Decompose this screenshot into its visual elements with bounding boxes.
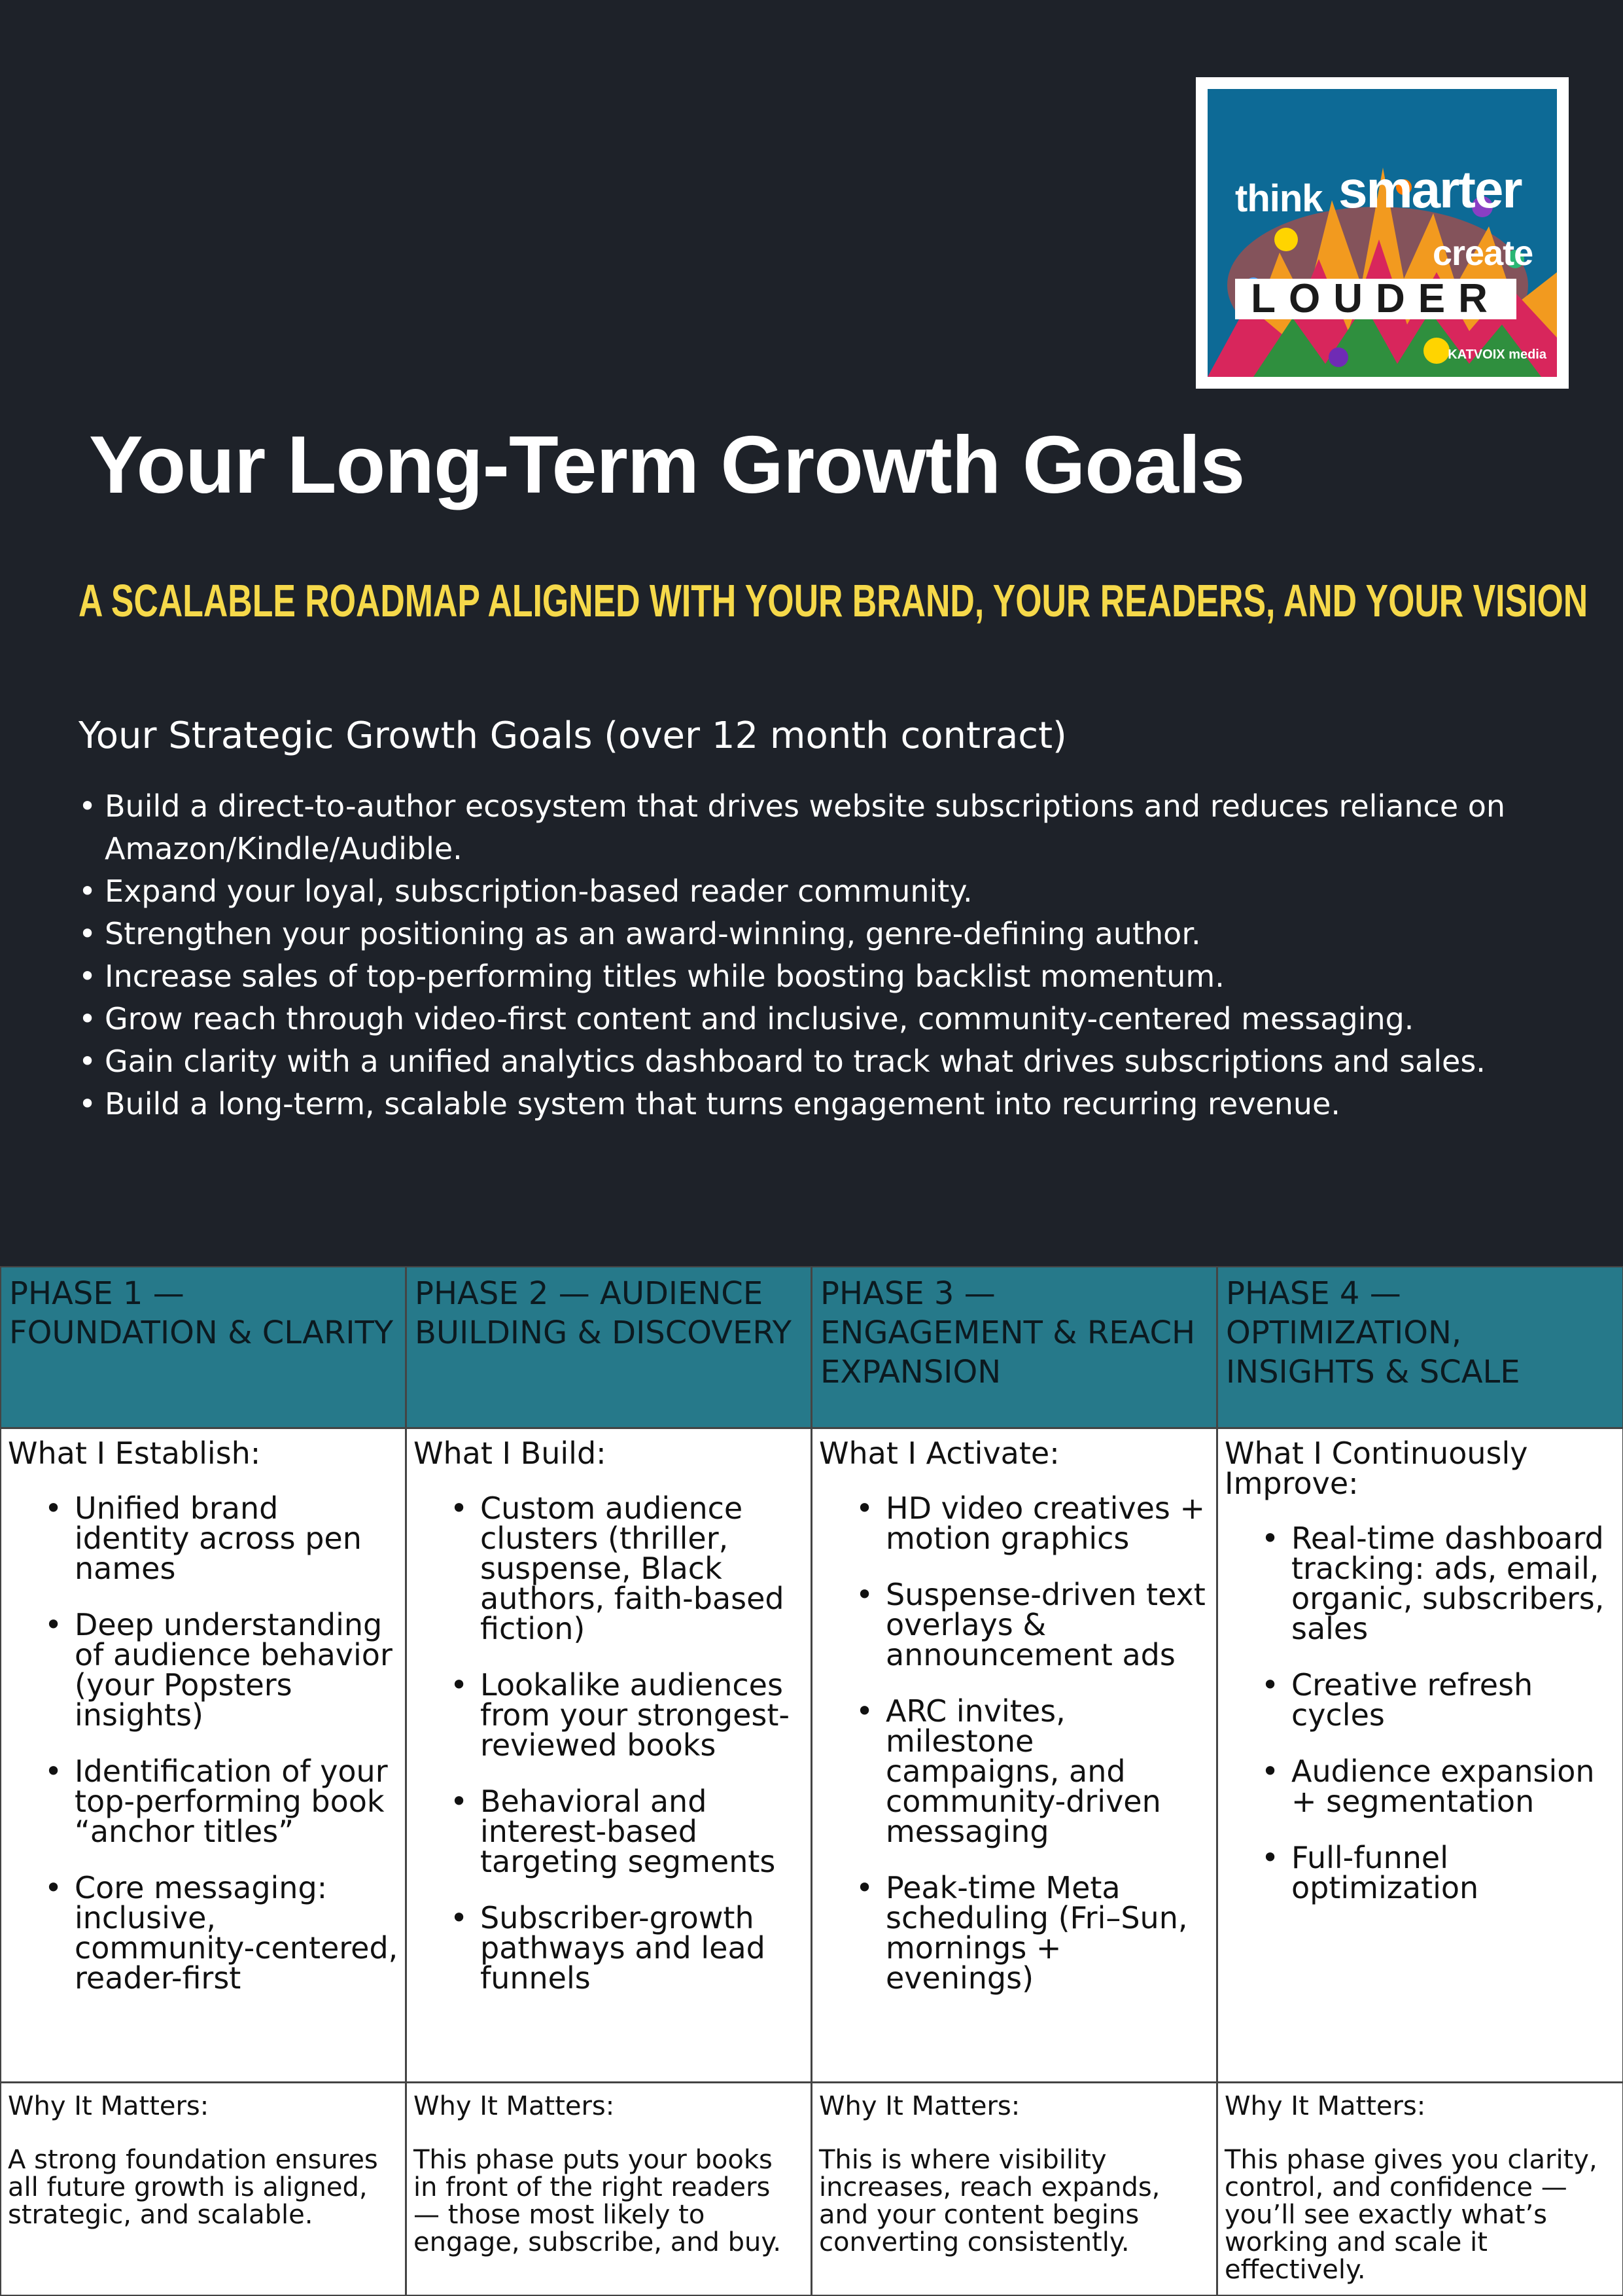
logo-artwork [1208, 89, 1557, 377]
logo-text-think: think [1235, 177, 1323, 220]
list-item: • Unified brand identity across pen names [34, 1493, 398, 1583]
list-item: • Suspense-driven text overlays & announcement ads [845, 1580, 1210, 1670]
list-item: • Real-time dashboard tracking: ads, email, organic, subscribers, sales [1251, 1523, 1616, 1644]
phase-3-items [819, 1491, 1210, 1996]
goals-list [79, 785, 1583, 1125]
page-title: Your Long-Term Growth Goals [89, 420, 1245, 510]
list-item: • Behavioral and interest-based targeting segments [440, 1786, 804, 1877]
list-item: • Subscriber-growth pathways and lead funnels [440, 1903, 804, 1993]
list-item: • Audience expansion + segmentation [1251, 1756, 1616, 1816]
list-item: • ARC invites, milestone campaigns, and community-driven messaging [845, 1696, 1210, 1846]
goal-item: • Build a direct-to-author ecosystem that drives website subscriptions and reduces reliance on Amazon/Kindle/Audible. [79, 785, 1583, 870]
list-item: • Deep understanding of audience behavior (your Popsters insights) [34, 1610, 398, 1730]
goal-item: • Expand your loyal, subscription-based reader community. [79, 870, 1583, 913]
phase-1-body [0, 1428, 406, 2083]
list-item: • Peak-time Meta scheduling (Fri–Sun, mornings + evenings) [845, 1873, 1210, 1993]
why-label: Why It Matters: [8, 2091, 209, 2121]
logo-text-create: create [1433, 234, 1533, 273]
phase-4-label: What I Continuously Improve: [1225, 1436, 1528, 1501]
phase-1-label: What I Establish: [8, 1436, 261, 1471]
phase-4-body [1217, 1428, 1623, 2083]
list-item: • Creative refresh cycles [1251, 1670, 1616, 1730]
phases-table [0, 1266, 1623, 2295]
phase-2-why [406, 2082, 812, 2296]
phase-1-why [0, 2082, 406, 2296]
why-text: This phase puts your books in front of the right readers — those most likely to engage, subscribe, and buy. [413, 2145, 782, 2257]
goal-item: • Increase sales of top-performing titles while boosting backlist momentum. [79, 955, 1583, 998]
phase-4-items [1225, 1523, 1616, 1903]
list-item: • Full-funnel optimization [1251, 1843, 1616, 1903]
why-text: This is where visibility increases, reach expands, and your content begins converting consistently. [819, 2145, 1161, 2257]
phase-1-header: PHASE 1 — FOUNDATION & CLARITY [0, 1266, 406, 1428]
page-subtitle: A SCALABLE ROADMAP ALIGNED WITH YOUR BRAND, YOUR READERS, AND YOUR VISION [79, 575, 1588, 626]
why-text: This phase gives you clarity, control, and confidence — you’ll see exactly what’s working and scale it effectively. [1225, 2145, 1597, 2285]
logo-text-smarter: smarter [1338, 160, 1522, 219]
why-label: Why It Matters: [819, 2091, 1021, 2121]
brand-logo [1196, 77, 1569, 389]
phase-3-header: PHASE 3 — ENGAGEMENT & REACH EXPANSION [811, 1266, 1217, 1428]
phase-2-header: PHASE 2 — AUDIENCE BUILDING & DISCOVERY [406, 1266, 812, 1428]
list-item: • Identification of your top-performing book “anchor titles” [34, 1756, 398, 1846]
phase-3-why [811, 2082, 1217, 2296]
phase-2-label: What I Build: [413, 1436, 606, 1471]
goal-item: • Build a long-term, scalable system that turns engagement into recurring revenue. [79, 1083, 1583, 1125]
logo-brand-name: KATVOIX media [1448, 347, 1546, 362]
phase-4-why [1217, 2082, 1623, 2296]
why-label: Why It Matters: [1225, 2091, 1426, 2121]
phase-4-header: PHASE 4 — OPTIMIZATION, INSIGHTS & SCALE [1217, 1266, 1623, 1428]
phase-3-label: What I Activate: [819, 1436, 1060, 1471]
list-item: • Core messaging: inclusive, community-centered, reader-first [34, 1873, 398, 1993]
phase-2-items [413, 1491, 804, 1996]
list-item: • Custom audience clusters (thriller, suspense, Black authors, faith-based fiction) [440, 1493, 804, 1644]
goal-item: • Grow reach through video-first content and inclusive, community-centered messaging. [79, 998, 1583, 1040]
logo-text-louder: LOUDER [1235, 279, 1516, 319]
list-item: • HD video creatives + motion graphics [845, 1493, 1210, 1553]
phase-2-body [406, 1428, 812, 2083]
goals-heading: Your Strategic Growth Goals (over 12 month contract) [79, 715, 1067, 757]
why-text: A strong foundation ensures all future growth is aligned, strategic, and scalable. [8, 2145, 378, 2230]
list-item: • Lookalike audiences from your strongest-reviewed books [440, 1670, 804, 1760]
phase-3-body [811, 1428, 1217, 2083]
goal-item: • Strengthen your positioning as an award-winning, genre-defining author. [79, 913, 1583, 955]
goal-item: • Gain clarity with a unified analytics dashboard to track what drives subscriptions and sales. [79, 1040, 1583, 1083]
phase-1-items [8, 1491, 398, 1996]
why-label: Why It Matters: [413, 2091, 615, 2121]
